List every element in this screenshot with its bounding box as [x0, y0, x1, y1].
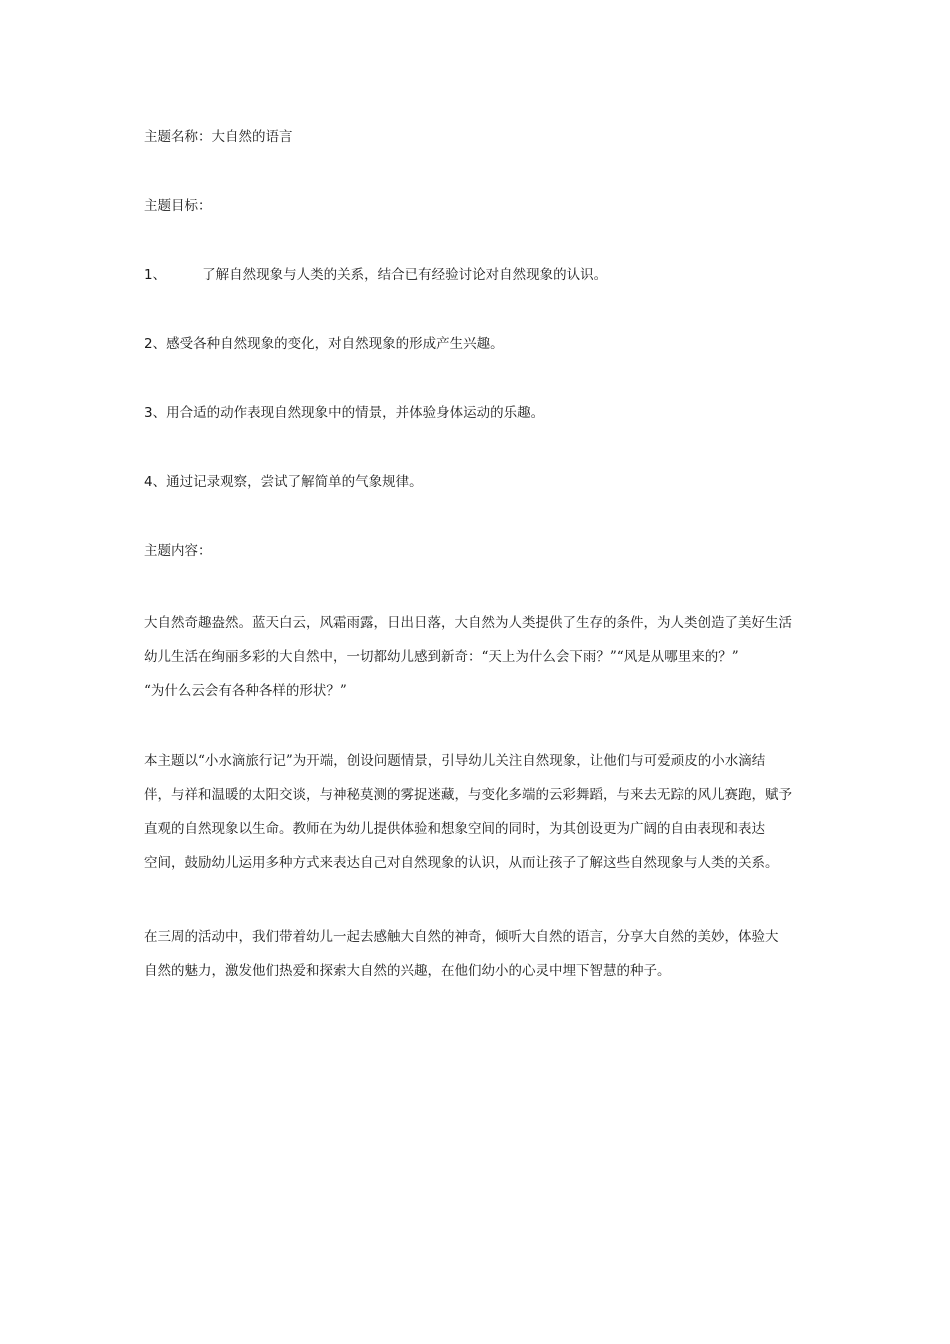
- paragraph-line: 直观的自然现象以生命。教师在为幼儿提供体验和想象空间的同时，为其创设更为广阔的自由表现和表达: [144, 821, 765, 837]
- paragraph-2: [144, 744, 816, 880]
- goal-number-4: 4: [144, 474, 153, 490]
- goal-text-4: 、通过记录观察，尝试了解简单的气象规律。: [152, 474, 423, 490]
- paragraph-line: 大自然奇趣盎然。蓝天白云，风霜雨露，日出日落，大自然为人类提供了生存的条件，为人类创造了美好生活: [144, 615, 792, 631]
- paragraph-line: 伴，与祥和温暖的太阳交谈，与神秘莫测的雾捉迷藏，与变化多端的云彩舞蹈，与来去无踪的风儿赛跑，赋予: [144, 787, 792, 803]
- paragraph-line: 空间，鼓励幼儿运用多种方式来表达自己对自然现象的认识，从而让孩子了解这些自然现象与人类的关系。: [144, 855, 779, 871]
- paragraph-line: 自然的魅力，激发他们热爱和探索大自然的兴趣，在他们幼小的心灵中埋下智慧的种子。: [144, 963, 671, 979]
- goal-item-4: [144, 472, 423, 492]
- paragraph-line: 幼儿生活在绚丽多彩的大自然中，一切都幼儿感到新奇：“天上为什么会下雨？”“风是从哪里来的？”: [144, 649, 739, 665]
- goal-number-3: 3: [144, 405, 153, 421]
- paragraph-line: 本主题以“小水滴旅行记”为开端，创设问题情景，引导幼儿关注自然现象，让他们与可爱顽皮的小水滴结: [144, 753, 766, 769]
- theme-name-value: 大自然的语言: [211, 129, 293, 145]
- theme-name-label: 主题名称：: [144, 129, 212, 145]
- goal-item-3: [144, 403, 544, 423]
- goal-text-2: 、感受各种自然现象的变化，对自然现象的形成产生兴趣。: [152, 336, 504, 352]
- paragraph-1: [144, 606, 816, 708]
- paragraph-3: [144, 920, 816, 988]
- goal-number-2: 2: [144, 336, 153, 352]
- goal-text-3: 、用合适的动作表现自然现象中的情景，并体验身体运动的乐趣。: [152, 405, 545, 421]
- goal-text-1: 了解自然现象与人类的关系，结合已有经验讨论对自然现象的认识。: [202, 267, 608, 283]
- goal-item-1: [144, 265, 607, 285]
- goal-number-1: 1、: [144, 267, 167, 283]
- content-heading: 主题内容：: [144, 543, 212, 559]
- goals-heading: 主题目标：: [144, 198, 212, 214]
- paragraph-line: 在三周的活动中，我们带着幼儿一起去感触大自然的神奇，倾听大自然的语言，分享大自然的美妙，体验大: [144, 929, 779, 945]
- goal-item-2: [144, 334, 504, 354]
- paragraph-line: “为什么云会有各种各样的形状？”: [144, 683, 347, 699]
- theme-name-line: [144, 127, 293, 147]
